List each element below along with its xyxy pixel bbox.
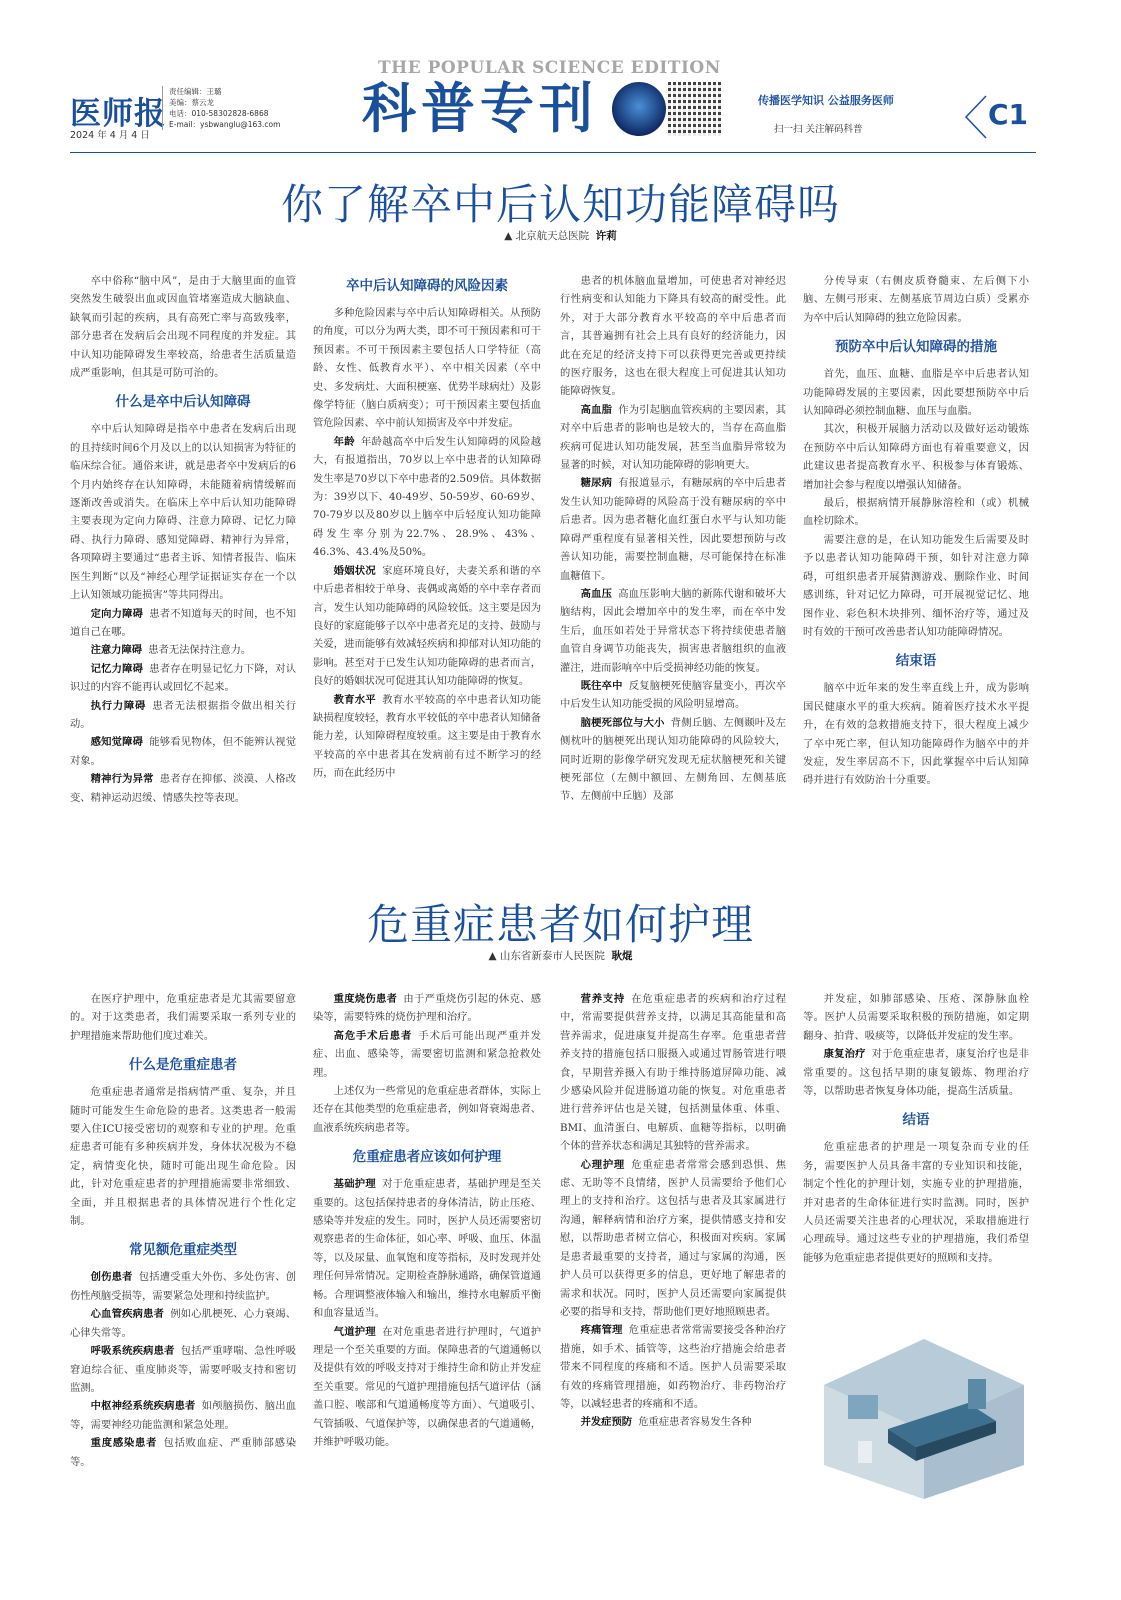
article2-col3	[560, 990, 786, 1512]
paragraph-text: 患者的机体脑血量增加，可使患者对神经迟行性病变和认知能力下降具有较高的耐受性。此外，对于大部分教育水平较高的卒中后患者而言，其普遍拥有社会上具有良好的经济能力，因此在充足的经济支持下可以获得更完善或更持续的医疗服务，这也在很大程度上可促进其认知功能障碍恢复。	[560, 275, 786, 398]
paragraph-keyword: 脑梗死部位与大小	[580, 716, 665, 729]
paragraph	[313, 691, 541, 783]
designer: 美编：蔡云龙	[169, 98, 214, 107]
article2-title: 危重症患者如何护理	[366, 900, 754, 949]
paragraph	[560, 1413, 786, 1431]
paragraph-text: 反复脑梗死使脑容量变小，再次卒中后发生认知功能受损的风险明显增高。	[560, 679, 786, 711]
paragraph-keyword: 高血压	[580, 587, 613, 600]
paragraph	[70, 605, 296, 642]
paragraph-keyword: 年龄	[333, 435, 355, 448]
paragraph-text: 患者存在抑郁、淡漠、人格改变、精神运动迟缓、情感失控等表现。	[70, 773, 296, 804]
paragraph	[70, 733, 296, 770]
paragraph	[313, 1323, 541, 1452]
paragraph-text: 其次，积极开展脑力活动以及做好运动锻炼在预防卒中后认知障碍方面也有着重要意义，因此建议患者提高教育水平、积极参与体育锻炼、增加社会参与程度以增强认知储备。	[803, 423, 1029, 491]
issue-date: 2024 年 4 月 4 日	[70, 130, 150, 141]
paragraph-text: 卒中后认知障碍是指卒中患者在发病后出现的且持续时间6个月及以上的以认知损害为特征的临床综合征。通俗来讲，就是患者卒中发病后的6个月内始终存在认知障碍，未能随着病情缓解而逐渐改善或消失。在临床上卒中后认知功能障碍主要表现为定向力障碍、注意力障碍、记忆力障碍、执行力障碍、感知觉障碍、精神行为异常，各项障碍主要通过“患者主诉、知情者报告、临床医生判断”以及“神经心理学证据证实存在一个以上认知领域功能损害”等共同得出。	[70, 423, 296, 602]
article1-col2	[313, 266, 541, 874]
paragraph	[70, 660, 296, 697]
article1-byline-author: 许莉	[595, 230, 617, 242]
paragraph-text: 患者无法保持注意力。	[148, 644, 252, 657]
paragraph-keyword: 呼吸系统疾病患者	[90, 1345, 175, 1358]
paragraph-keyword: 精神行为异常	[90, 773, 154, 786]
section-heading: 结束语	[895, 653, 937, 670]
paragraph	[803, 1045, 1029, 1100]
paragraph-text: 危重症患者的护理是一项复杂而专业的任务，需要医护人员具备丰富的专业知识和技能，制定个性化的护理计划，实施专业的护理措施，并对患者的生命体征进行实时监测。同时，医护人员还需要关注患者的心理状况，采取措施进行心理疏导。通过这些专业的护理措施，我们希望能够为危重症患者提供更好的照顾和支持。	[803, 1141, 1029, 1264]
paragraph-keyword: 心血管疾病患者	[90, 1308, 165, 1321]
paragraph-text: 分传导束（右侧皮质脊髓束、左后侧下小脑、左侧弓形束、左侧基底节周边白质）受累亦为卒中后认知障碍的独立危险因素。	[803, 275, 1029, 324]
article1-byline-org: ▲ 北京航天总医院	[504, 230, 590, 242]
paragraph-text: 例如心肌梗死、心力衰竭、心律失常等。	[70, 1308, 296, 1339]
paragraph-text: 对于危重症患者，基础护理是至关重要的。这包括保持患者的身体清洁，防止压疮、感染等并发症的发生。同时，医护人员还需要密切观察患者的生命体征，如心率、呼吸、血压、体温等，以及尿量、血氧饱和度等指标，及时发现并处理任何异常情况。定期检查静脉通路，确保管道通畅。合理调整液体输入和输出，维持水电解质平衡和血容量适当。	[313, 1178, 541, 1320]
paragraph-keyword: 注意力障碍	[90, 644, 143, 657]
paragraph	[560, 585, 786, 677]
paragraph-keyword: 营养支持	[580, 993, 626, 1005]
paragraph-text: 需要注意的是，在认知功能发生后需要及时予以患者认知功能障碍干预，如针对注意力障碍，可组织患者开展猜测游戏、删除作业、时间感训练，针对记忆力障碍，可开展视觉记忆、地图作业、彩色积木块排列、缅怀治疗等，通过及时有效的干预可改善患者认知功能障碍情况。	[803, 533, 1029, 638]
paragraph-keyword: 基础护理	[333, 1178, 377, 1191]
paragraph-keyword: 重度感染患者	[90, 1437, 158, 1450]
paragraph-text: 首先，血压、血糖、血脂是卒中后患者认知功能障碍发展的主要因素，因此要想预防卒中后认知障碍必须控制血糖、血压与血脂。	[803, 368, 1029, 418]
paragraph	[70, 420, 296, 604]
paragraph-keyword: 糖尿病	[580, 477, 613, 490]
paragraph-keyword: 感知觉障碍	[90, 736, 144, 749]
paragraph-text: 危重症患者常常会感到恐惧、焦虑、无助等不良情绪，医护人员需要给予他们心理上的支持和治疗。这包括与患者及其家属进行沟通，解释病情和治疗方案，提供情感支持和安慰，以帮助患者树立信心，积极面对疾病。家属是患者最重要的支持者，通过与家属的沟通，医护人员可以获得更多的信息，更好地了解患者的需求和状况。同时，医护人员还需要向家属提供必要的指导和支持，帮助他们更好地照顾患者。	[560, 1158, 786, 1318]
paragraph-keyword: 高血脂	[580, 403, 613, 416]
paragraph-text: 患者不知道每天的时间，也不知道自己在哪。	[70, 607, 296, 638]
paragraph-keyword: 康复治疗	[823, 1048, 866, 1061]
paragraph-text: 脑卒中近年来的发生率直线上升，成为影响国民健康水平的重大疾病。随着医疗技术水平提升，在有效的急救措施支持下，很大程度上减少了卒中死亡率，但认知功能障碍作为脑卒中的并发症，发生率居高不下，因此掌握卒中后认知障碍并进行有效防治十分重要。	[803, 682, 1029, 787]
paragraph-text: 在危重症患者的疾病和治疗过程中，常需要提供营养支持，以满足其高能量和高营养需求，促进康复并提高生存率。危重患者营养支持的措施包括口服摄入或通过胃肠管进行喂食，早期营养摄入有助于维持肠道屏障功能、减少感染风险并促进肠道功能的恢复。对危重患者进行营养评估也是关键，包括测量体重、体重、BMI、血清蛋白、电解质、血糖等指标，以明确个体的营养状态和满足其独特的营养需求。	[560, 993, 786, 1153]
hospital-room-illustration	[818, 1333, 1030, 1503]
article1-col4	[803, 272, 1029, 874]
paragraph-text: 如颅脑损伤、脑出血等，需要神经功能监测和紧急处理。	[70, 1400, 296, 1431]
paragraph	[70, 1305, 296, 1342]
article2-byline-org: ▲ 山东省新泰市人民医院	[488, 950, 605, 962]
paragraph-text: 在对危重患者进行护理时，气道护理是一个至关重要的方面。保障患者的气道通畅以及提供有效的呼吸支持对于维持生命和防止并发症至关重要。常见的气道护理措施包括气道评估（涵盖口腔、喉部和气道通畅度等方面）、气道吸引、气管插吸、气道保护等，以确保患者的气道通畅，并维护呼吸功能。	[313, 1325, 541, 1448]
paragraph-text: 多种危险因素与卒中后认知障碍相关。从预防的角度，可以分为两大类，即不可干预因素和可干预因素。不可干预因素主要包括人口学特征（高龄、女性、低教育水平）、卒中相关因素（卒中史、多发病灶、大面积梗塞、优势半球病灶）及影像学特征（脑白质病变）；可干预因素主要包括血管危险因素、卒中前认知损害及卒中并发症。	[313, 307, 541, 430]
paragraph-text: 高血压影响大脑的新陈代谢和破坏大脑结构，因此会增加卒中的发生率，而在卒中发生后，血压如若处于异常状态下将持续使患者脑血管自身调节功能丧失，损害患者脑组织的血液灌注，进而影响卒中后受损神经功能的恢复。	[560, 587, 786, 674]
paragraph	[313, 433, 541, 562]
paragraph-text: 由于严重烧伤引起的休克、感染等，需要特殊的烧伤护理和治疗。	[313, 993, 541, 1024]
section-heading: 什么是卒中后认知障碍	[115, 394, 251, 411]
paragraph-text: 包括遭受重大外伤、多处伤害、创伤性颅脑受损等，需要紧急处理和持续监护。	[70, 1271, 296, 1302]
paragraph	[560, 272, 786, 401]
editor: 责任编辑：王璐	[169, 87, 222, 96]
article2-byline-author: 耿焜	[611, 950, 633, 962]
paragraph	[313, 304, 541, 433]
paragraph	[70, 697, 296, 734]
paragraph	[803, 365, 1029, 420]
paragraph-keyword: 定向力障碍	[90, 607, 144, 620]
scan-text: 扫一扫 关注解码科普	[774, 124, 863, 135]
paragraph-text: 有报道显示，有糖尿病的卒中后患者发生认知功能障碍的风险高于没有糖尿病的卒中后患者。因为患者糖化血红蛋白水平与认知功能障碍严重程度有显著相关性，因此要想预防与改善认知功能，需要控制血糖，尽可能保持在标准血糖值下。	[560, 477, 786, 582]
phone: 电话：010-58302828-6868	[169, 109, 269, 118]
paragraph	[803, 494, 1029, 531]
paragraph	[803, 1138, 1029, 1267]
paragraph	[560, 401, 786, 475]
slogan: 传播医学知识 公益服务医师	[758, 94, 894, 107]
section-heading: 什么是危重症患者	[129, 1057, 237, 1074]
paragraph	[70, 1397, 296, 1434]
paragraph	[560, 990, 786, 1156]
paragraph-text: 在医疗护理中，危重症患者是尤其需要留意的。对于这类患者，我们需要采取一系列专业的护理措施来帮助他们度过难关。	[70, 993, 296, 1042]
paragraph	[313, 562, 541, 691]
email: E-mail：ysbwanglu@163.com	[169, 120, 281, 129]
paragraph	[803, 531, 1029, 641]
section-heading: 预防卒中后认知障碍的措施	[835, 339, 997, 356]
qr-code-icon[interactable]	[668, 82, 722, 136]
paragraph-keyword: 并发症预防	[580, 1416, 633, 1429]
article2-col4	[803, 990, 1029, 1320]
section-heading: 卒中后认知障碍的风险因素	[346, 278, 508, 294]
paragraph	[803, 272, 1029, 327]
paragraph-keyword: 既往卒中	[580, 679, 623, 692]
paragraph	[70, 990, 296, 1045]
paragraph	[70, 272, 296, 382]
paragraph-text: 危重症患者常常需要接受各种治疗措施，如手术、插管等，这些治疗措施会给患者带来不同程度的疼痛和不适。医护人员需要采取有效的疼痛管理措施，如药物治疗、非药物治疗等，以减轻患者的疼痛和不适。	[560, 1324, 786, 1410]
paragraph-text: 背侧丘脑、左侧颞叶及左侧枕叶的脑梗死出现认知功能障碍的风险较大，同时近期的影像学研究发现无症状脑梗死和关键梗死部位（左侧中额回、左侧角回、左侧基底节、左侧前中丘脑）及部	[560, 716, 786, 803]
paragraph-text: 危重症患者容易发生各种	[638, 1416, 752, 1429]
paragraph-keyword: 气道护理	[333, 1325, 377, 1338]
paragraph-text: 上述仅为一些常见的危重症患者群体，实际上还存在其他类型的危重症患者，例如肾衰竭患者、血液系统疾病患者等。	[313, 1085, 541, 1134]
article2-byline	[0, 948, 1121, 963]
paragraph-text: 卒中俗称“脑中风”，是由于大脑里面的血管突然发生破裂出血或因血管堵塞造成大脑缺血、缺氧而引起的疾病，具有高死亡率与高致残率，部分患者在发病后会出现不同程度的并发症。其中认知功能障碍发生率较高，给患者生活质量造成严重影响，但其是可防可治的。	[70, 275, 296, 380]
paragraph-keyword: 教育水平	[333, 693, 377, 706]
paragraph-text: 包括严重哮喘、急性呼吸窘迫综合征、重度肺炎等，需要呼吸支持和密切监测。	[70, 1345, 296, 1394]
paragraph	[70, 1268, 296, 1305]
paragraph	[70, 770, 296, 807]
section-heading: 结语	[902, 1112, 930, 1129]
article1-col1	[70, 272, 296, 874]
paragraph-text: 最后，根据病情开展静脉溶栓和（或）机械血栓切除术。	[803, 497, 1029, 528]
paragraph-keyword: 创伤患者	[90, 1271, 133, 1284]
paragraph-text: 患者无法根据指令做出相关行动。	[70, 699, 296, 730]
paragraph-text: 包括败血症、严重肺部感染等。	[70, 1437, 296, 1468]
section-heading: 危重症患者应该如何护理	[352, 1149, 502, 1166]
paragraph	[803, 420, 1029, 494]
paragraph	[560, 714, 786, 806]
paragraph-keyword: 疼痛管理	[580, 1324, 623, 1337]
paragraph-keyword: 高危手术后患者	[333, 1029, 413, 1042]
paragraph	[313, 1027, 541, 1082]
paragraph	[803, 679, 1029, 789]
article2-col1	[70, 990, 296, 1512]
section-heading: 常见额危重症类型	[129, 1242, 237, 1259]
masthead-divider	[70, 152, 1036, 153]
paragraph-text: 患者存在明显记忆力下降，对认识过的内容不能再认或回忆不起来。	[70, 662, 296, 694]
paragraph-keyword: 中枢神经系统疾病患者	[90, 1400, 196, 1413]
article2-col2	[313, 990, 541, 1512]
paragraph	[313, 1082, 541, 1137]
paragraph	[70, 1434, 296, 1471]
logo-emblem-icon	[612, 82, 666, 136]
paragraph	[560, 1156, 786, 1322]
english-title: THE POPULAR SCIENCE EDITION	[378, 58, 721, 78]
paragraph-keyword: 重度烧伤患者	[333, 993, 398, 1005]
newspaper-logo: 医师报	[70, 96, 166, 132]
paragraph	[70, 641, 296, 659]
article1-col3	[560, 272, 786, 874]
article1-byline	[0, 228, 1121, 243]
paragraph	[70, 1342, 296, 1397]
page-number: C1	[988, 98, 1029, 131]
paragraph-keyword: 心理护理	[580, 1158, 626, 1171]
paragraph	[560, 677, 786, 714]
editorial-info	[162, 86, 280, 130]
paragraph-text: 能够看见物体，但不能辨认视觉对象。	[70, 736, 296, 767]
paragraph-keyword: 执行力障碍	[90, 699, 147, 712]
paragraph-text: 教育水平较高的卒中患者认知功能缺损程度较轻，教育水平较低的卒中患者认知储备能力差，认知障碍程度较重。这主要是由于教育水平较高的卒中患者其在发病前有过不断学习的经历，而在此经历中	[313, 693, 541, 780]
paragraph-text: 危重症患者通常是指病情严重、复杂，并且随时可能发生生命危险的患者。这类患者一般需要入住ICU接受密切的观察和专业的护理。危重症患者可能有多种疾病并发，身体状况极为不稳定，病情变化快，随时可能出现生命危险。因此，针对危重症患者的护理措施需要非常细致、全面，并且根据患者的具体情况进行个性化定制。	[70, 1086, 296, 1228]
paragraph	[560, 1321, 786, 1413]
paragraph-text: 并发症，如肺部感染、压疮、深静脉血栓等。医护人员需要采取积极的预防措施，如定期翻身、拍背、吸痰等，以降低并发症的发生率。	[803, 993, 1029, 1042]
section-title: 科普专刊	[362, 77, 598, 140]
paragraph	[313, 990, 541, 1027]
paragraph-text: 家庭环境良好，夫妻关系和谐的卒中后患者相较于单身、丧偶或离婚的卒中幸存者而言，发生认知功能障碍的风险较低。这主要是因为良好的家庭能够子以卒中患者充足的支持、鼓励与关爱，进而能够有效减轻疾病和抑郁对认知功能的影响。甚至对于已发生认知功能障碍的患者而言，良好的婚姻状况可促进其认知功能障碍的恢复。	[313, 564, 541, 688]
paragraph-text: 手术后可能出现严重并发症、出血、感染等，需要密切监测和紧急抢救处理。	[313, 1029, 541, 1079]
paragraph	[70, 1083, 296, 1230]
paragraph-text: 对于危重症患者，康复治疗也是非常重要的。这包括早期的康复锻炼、物理治疗等，以帮助患者恢复身体功能，提高生活质量。	[803, 1048, 1029, 1098]
paragraph-keyword: 婚姻状况	[333, 564, 377, 577]
paragraph	[313, 1175, 541, 1322]
paragraph-keyword: 记忆力障碍	[90, 662, 144, 675]
paragraph	[560, 474, 786, 584]
paragraph-text: 作为引起脑血管疾病的主要因素，其对卒中后患者的影响也是较大的，当存在高血脂疾病可促进认知功能发展，甚至当血脂异常较为显著的时候，对认知功能障碍的影响更大。	[560, 403, 786, 472]
article1-title: 你了解卒中后认知功能障碍吗	[280, 180, 840, 229]
paragraph-text: 年龄越高卒中后发生认知障碍的风险越大，有报道指出，70岁以上卒中患者的认知障碍发生率是70岁以下卒中患者的2.509倍。具体数据为：39岁以下、40-49岁、50-59岁、60-69岁、70-79岁以及80岁以上脑卒中后轻度认知功能障碍发生率分别为22.7%、28.9%、43%、46.3%、43.4%及50%。	[313, 435, 541, 559]
paragraph	[803, 990, 1029, 1045]
